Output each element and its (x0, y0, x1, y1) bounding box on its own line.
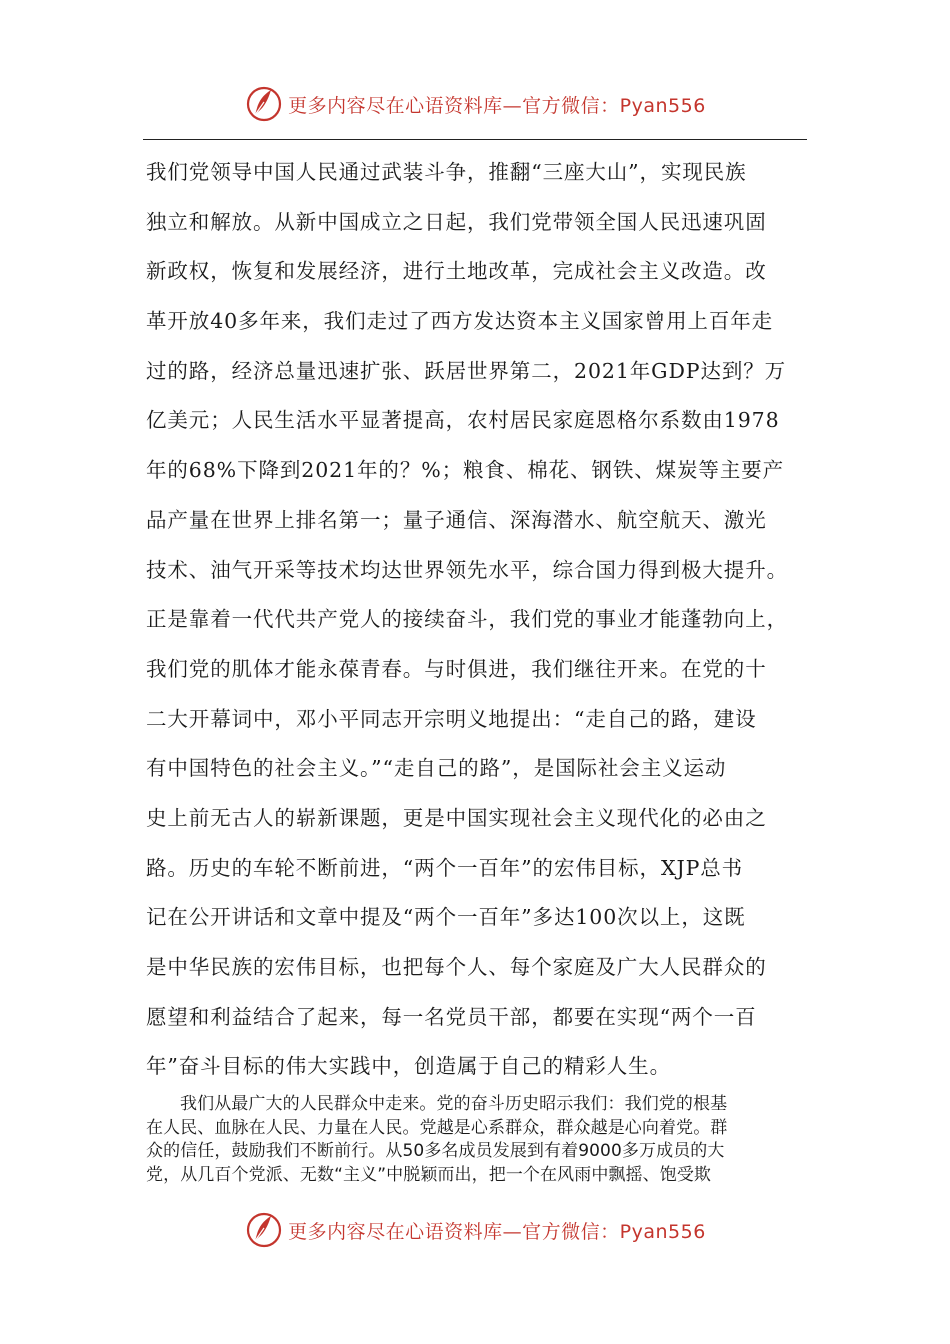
wechat-id: Pyan556 (619, 1220, 706, 1243)
text-line: 我们党领导中国人民通过武装斗争，推翻“三座大山”，实现民族 (146, 160, 747, 184)
text-line: 众的信任，鼓励我们不断前行。从50多名成员发展到有着9000多万成员的大 (146, 1141, 725, 1161)
text-line: 过的路，经济总量迅速扩张、跃居世界第二，2021年GDP达到？万 (146, 358, 787, 383)
footer-banner (0, 1208, 950, 1252)
text-line: 史上前无古人的崭新课题，更是中国实现社会主义现代化的必由之 (146, 805, 767, 830)
banner-text: 更多内容尽在心语资料库—官方微信：Pyan556 (288, 94, 706, 117)
text-line: 年的68%下降到2021年的？%；粮食、棉花、钢铁、煤炭等主要产 (146, 458, 785, 483)
text-line: 二大开幕词中，邓小平同志开宗明义地提出：“走自己的路，建设 (146, 706, 757, 731)
text-line: 是中华民族的宏伟目标，也把每个人、每个家庭及广大人民群众的 (146, 955, 767, 979)
text-line: 有中国特色的社会主义。”“走自己的路”，是国际社会主义运动 (146, 756, 727, 781)
text-line: 党，从几百个党派、无数“主义”中脱颖而出，把一个在风雨中飘摇、饱受欺 (146, 1164, 712, 1185)
wechat-id: Pyan556 (619, 94, 706, 117)
text-line: 我们党的肌体才能永葆青春。与时俱进，我们继往开来。在党的十 (146, 656, 767, 681)
text-line: 新政权，恢复和发展经济，进行土地改革，完成社会主义改造。改 (146, 259, 767, 284)
paragraph-secondary (146, 1093, 806, 1187)
text-line: 亿美元；人民生活水平显著提高，农村居民家庭恩格尔系数由1978 (146, 408, 780, 433)
quill-logo-icon (244, 84, 284, 124)
text-line: 我们从最广大的人民群众中走来。党的奋斗历史昭示我们：我们党的根基 (180, 1094, 728, 1114)
paragraph-main (146, 148, 806, 1092)
banner-text: 更多内容尽在心语资料库—官方微信：Pyan556 (288, 1220, 706, 1243)
header-banner (0, 82, 950, 126)
text-line: 年”奋斗目标的伟大实践中，创造属于自己的精彩人生。 (146, 1054, 671, 1079)
text-line: 路。历史的车轮不断前进，“两个一百年”的宏伟目标，XJP总书 (146, 855, 744, 880)
text-line: 技术、油气开采等技术均达世界领先水平，综合国力得到极大提升。 (146, 557, 788, 582)
text-line: 品产量在世界上排名第一；量子通信、深海潜水、航空航天、激光 (146, 507, 767, 532)
text-line: 正是靠着一代代共产党人的接续奋斗，我们党的事业才能蓬勃向上， (146, 607, 788, 632)
text-line: 记在公开讲话和文章中提及“两个一百年”多达100次以上，这既 (146, 905, 746, 930)
header-rule (143, 139, 807, 140)
text-line: 独立和解放。从新中国成立之日起，我们党带领全国人民迅速巩固 (146, 209, 767, 234)
text-line: 革开放40多年来，我们走过了西方发达资本主义国家曾用上百年走 (146, 309, 774, 334)
text-line: 愿望和利益结合了起来，每一名党员干部，都要在实现“两个一百 (146, 1004, 757, 1029)
text-line: 在人民、血脉在人民、力量在人民。党越是心系群众，群众越是心向着党。群 (146, 1117, 728, 1138)
quill-logo-icon (244, 1210, 284, 1250)
